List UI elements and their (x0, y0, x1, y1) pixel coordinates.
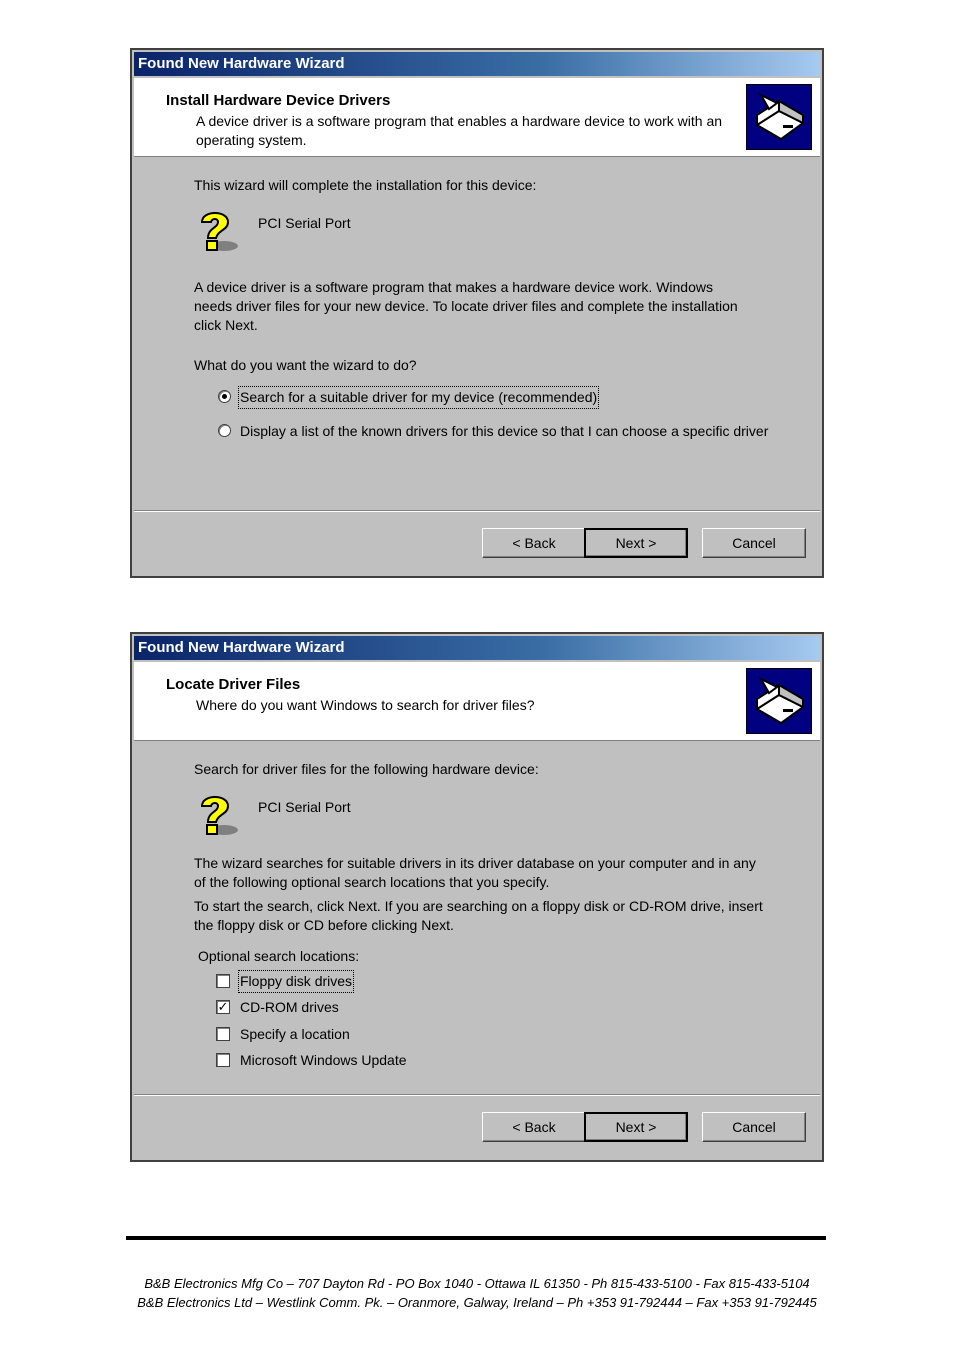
hardware-install-icon (746, 668, 812, 734)
wizard-header (134, 662, 820, 741)
header-description: Where do you want Windows to search for driver files? (196, 697, 535, 713)
wizard-header (134, 78, 820, 157)
cancel-button[interactable]: Cancel (702, 1112, 806, 1142)
button-separator (134, 510, 820, 512)
unknown-device-question-icon (194, 208, 240, 254)
specify-location-checkbox-label[interactable]: Specify a location (240, 1026, 350, 1042)
windows-update-checkbox-label[interactable]: Microsoft Windows Update (240, 1052, 407, 1068)
search-description: The wizard searches for suitable drivers in its driver database on your computer and in any of the following optional search locations that you specify. (194, 855, 756, 890)
wizard-dialog-locate-files (130, 632, 824, 1162)
wizard-question: What do you want the wizard to do? (194, 357, 417, 373)
device-name: PCI Serial Port (258, 215, 351, 231)
cdrom-checkbox-label[interactable]: CD-ROM drives (240, 999, 339, 1015)
window-title: Found New Hardware Wizard (134, 636, 820, 660)
hardware-install-icon (746, 84, 812, 150)
header-description: A device driver is a software program that enables a hardware device to work with an operating system. (196, 113, 723, 148)
specify-location-checkbox[interactable] (216, 1027, 230, 1041)
intro-text: Search for driver files for the following hardware device: (194, 761, 539, 777)
floppy-checkbox-label[interactable]: Floppy disk drives (240, 973, 353, 989)
search-driver-radio-label[interactable]: Search for a suitable driver for my device (recommended) (240, 389, 598, 405)
display-list-radio[interactable] (218, 424, 231, 437)
windows-update-checkbox[interactable] (216, 1053, 230, 1067)
driver-description: A device driver is a software program that makes a hardware device work. Windows needs driver files for your new device. To locate driver files and complete the installation click Next. (194, 279, 738, 333)
footer-line-1: B&B Electronics Mfg Co – 707 Dayton Rd - PO Box 1040 - Ottawa IL 61350 - Ph 815-433-5100 - Fax 815-433-5104 (144, 1276, 810, 1291)
button-separator (134, 1094, 820, 1096)
footer-rule (126, 1236, 826, 1240)
next-button[interactable]: Next > (584, 1112, 688, 1142)
start-search-description: To start the search, click Next. If you are searching on a floppy disk or CD-ROM drive, insert the floppy disk or CD before clicking Next. (194, 898, 763, 933)
back-button[interactable]: < Back (482, 528, 586, 558)
search-driver-radio[interactable] (218, 390, 231, 403)
cancel-button[interactable]: Cancel (702, 528, 806, 558)
footer-line-2: B&B Electronics Ltd – Westlink Comm. Pk. – Oranmore, Galway, Ireland – Ph +353 91-792444 – Fax +353 91-792445 (137, 1295, 817, 1310)
unknown-device-question-icon (194, 792, 240, 838)
intro-text: This wizard will complete the installation for this device: (194, 177, 537, 193)
header-title: Locate Driver Files (166, 676, 301, 693)
header-title: Install Hardware Device Drivers (166, 92, 391, 109)
floppy-checkbox[interactable] (216, 974, 230, 988)
back-button[interactable]: < Back (482, 1112, 586, 1142)
wizard-dialog-install-drivers (130, 48, 824, 578)
cdrom-checkbox[interactable]: ✓ (217, 999, 229, 1014)
device-name: PCI Serial Port (258, 799, 351, 815)
optional-locations-label: Optional search locations: (198, 948, 360, 964)
next-button[interactable]: Next > (584, 528, 688, 558)
window-title: Found New Hardware Wizard (134, 52, 820, 76)
display-list-radio-label[interactable]: Display a list of the known drivers for this device so that I can choose a specific driver (240, 423, 769, 439)
